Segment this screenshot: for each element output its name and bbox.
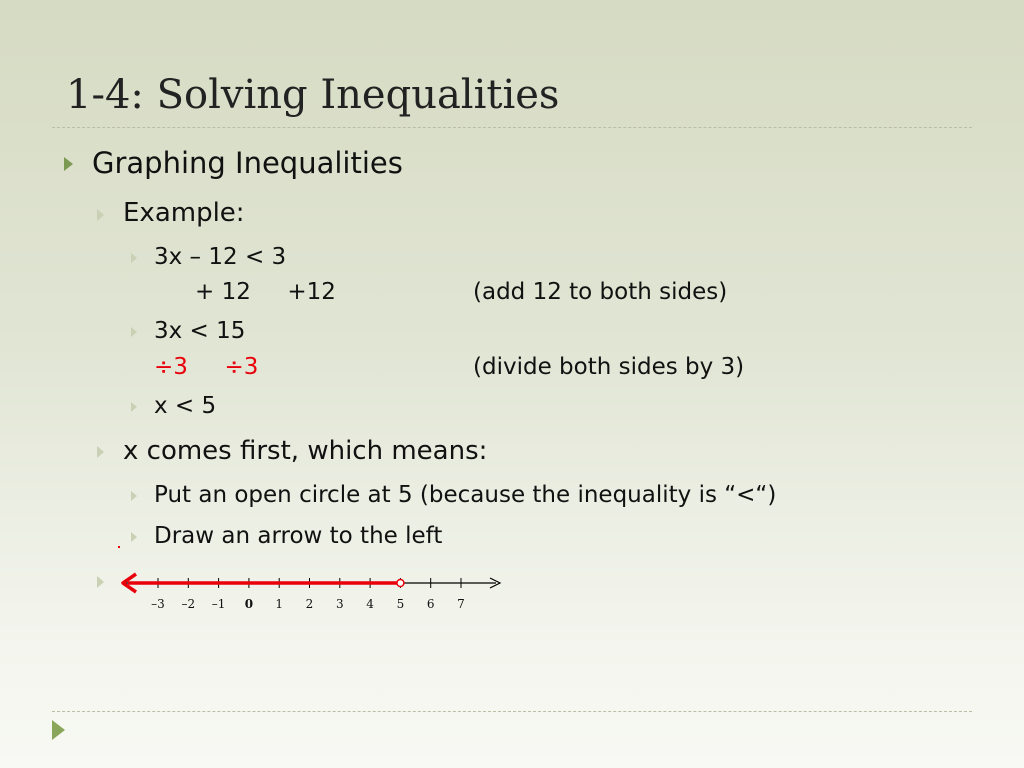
step1-note: (add 12 to both sides) — [473, 279, 728, 305]
bullet-example: Example: — [123, 198, 245, 228]
tick-label: 7 — [457, 597, 465, 611]
bullet-open-circle: Put an open circle at 5 (because the inequality is “<“) — [154, 482, 777, 508]
bullet-triangle-icon — [131, 253, 137, 263]
tick-label: –3 — [151, 597, 165, 611]
footer-divider — [52, 711, 972, 712]
number-line — [118, 568, 508, 616]
step2-equation: 3x < 15 — [154, 318, 246, 344]
bullet-triangle-icon — [131, 402, 137, 412]
slide-nav-triangle-icon[interactable] — [52, 720, 65, 740]
tick-label: 4 — [366, 597, 374, 611]
tick-label: 2 — [305, 597, 314, 611]
bullet-triangle-icon — [131, 532, 137, 542]
tick-label: –2 — [181, 597, 196, 611]
bullet-arrow-left: Draw an arrow to the left — [154, 523, 443, 549]
step1-equation: 3x – 12 < 3 — [154, 244, 287, 270]
tick-label: 5 — [396, 597, 405, 611]
bullet-triangle-icon — [64, 157, 73, 171]
bullet-triangle-icon — [97, 446, 104, 458]
tick-label: 0 — [244, 597, 254, 611]
bullet-triangle-icon — [97, 576, 104, 588]
tick-label: 1 — [275, 597, 284, 611]
title-divider — [52, 127, 972, 128]
bullet-triangle-icon — [131, 491, 137, 501]
step3-equation: x < 5 — [154, 393, 217, 419]
tick-label: –1 — [211, 597, 226, 611]
step2-note: (divide both sides by 3) — [473, 354, 745, 380]
step2-operation: ÷3 ÷3 — [154, 354, 259, 380]
tick-label: 3 — [335, 597, 344, 611]
bullet-x-first: x comes first, which means: — [123, 436, 488, 466]
bullet-triangle-icon — [97, 209, 104, 221]
open-circle — [397, 580, 404, 587]
slide-title: 1-4: Solving Inequalities — [66, 72, 560, 118]
bullet-graphing: Graphing Inequalities — [92, 146, 403, 180]
stray-red-dot — [118, 546, 120, 548]
bullet-triangle-icon — [131, 327, 137, 337]
tick-label: 6 — [426, 597, 435, 611]
step1-operation: + 12 +12 — [195, 279, 336, 305]
tick-labels — [151, 597, 465, 611]
